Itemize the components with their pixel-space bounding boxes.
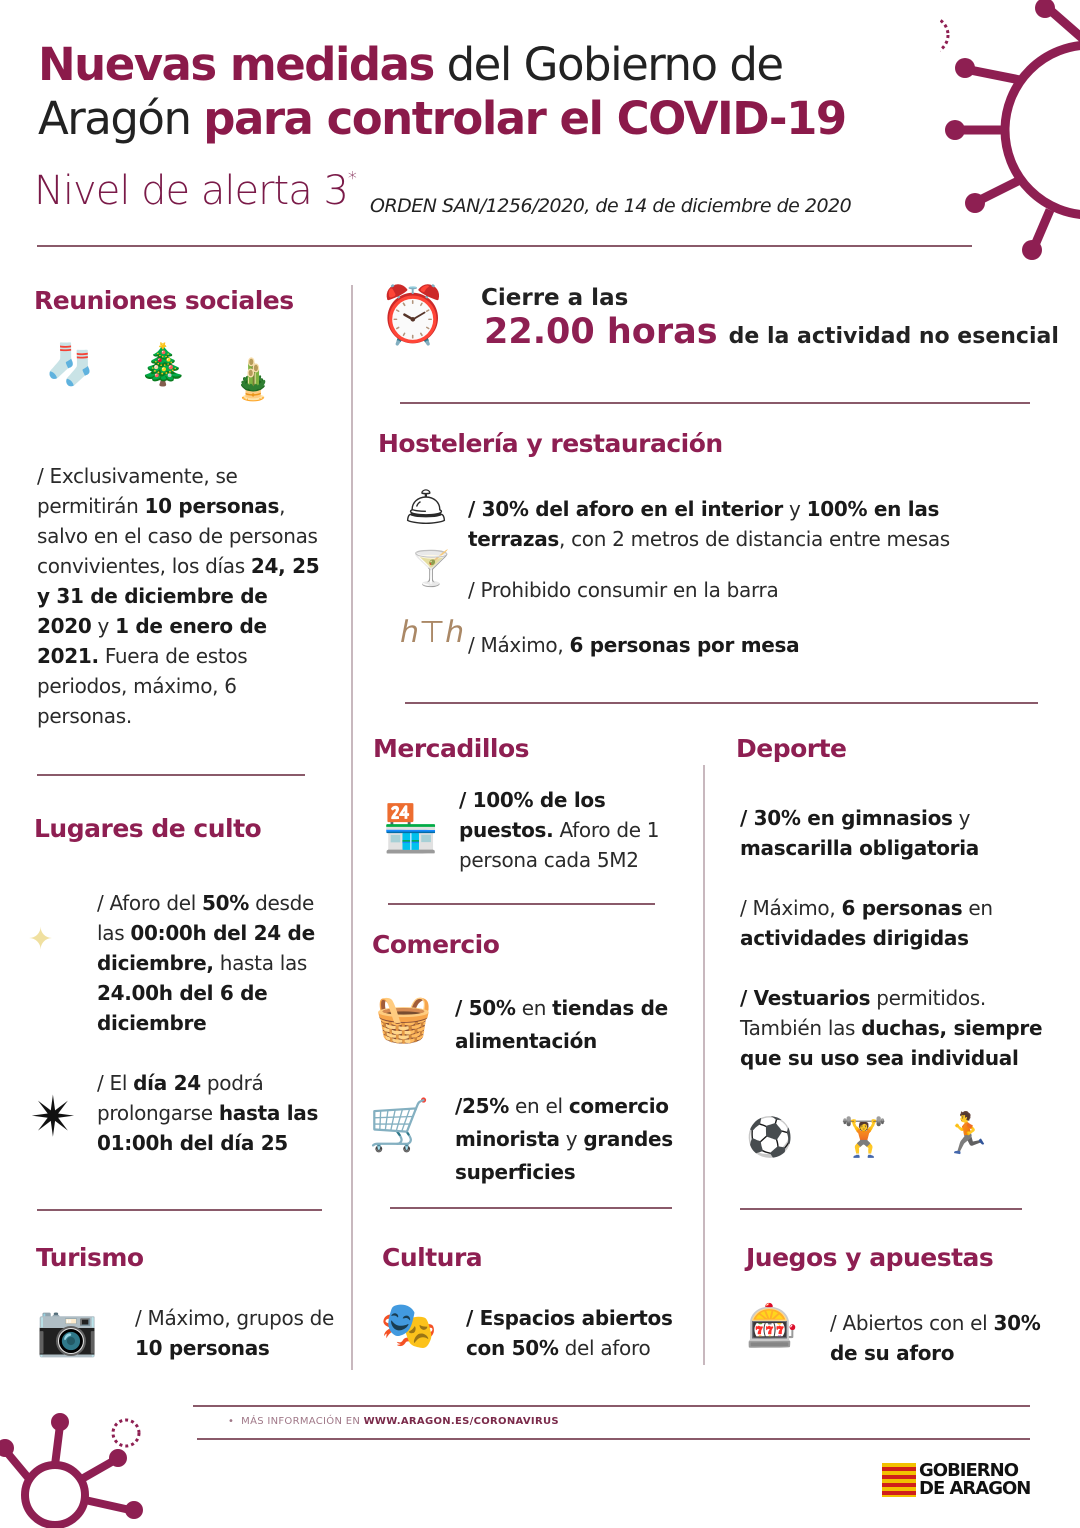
alarm-clock-icon: ⏰ bbox=[378, 283, 448, 348]
cierre-time-row bbox=[484, 312, 1059, 352]
mercadillos-text bbox=[459, 785, 684, 875]
comercio-text-2 bbox=[455, 1090, 700, 1189]
cloche-icon: 🛎 bbox=[403, 487, 449, 528]
divider bbox=[400, 402, 1030, 404]
mercadillos-heading: Mercadillos bbox=[373, 734, 530, 763]
text-segment: / Máximo, bbox=[468, 633, 570, 657]
more-info: • MÁS INFORMACIÓN EN WWW.ARAGON.ES/CORONAVIRUS bbox=[228, 1416, 559, 1427]
divider bbox=[37, 1209, 322, 1211]
text-bold: para controlar el COVID-19 bbox=[203, 92, 846, 145]
alert-level bbox=[34, 168, 356, 214]
divider bbox=[193, 1405, 1030, 1407]
text-bold: / Vestuarios bbox=[740, 986, 871, 1010]
text-bold: / 30% del aforo en el interior bbox=[468, 497, 783, 521]
table-chairs-icon: ℎ⊤ℎ bbox=[400, 615, 465, 650]
text-bold: / 100% de los puestos. bbox=[459, 788, 606, 842]
runner-icon: 🏃 bbox=[942, 1111, 992, 1157]
text-segment: en bbox=[515, 996, 553, 1020]
virus-decoration-icon bbox=[0, 1400, 160, 1528]
cierre-label: Cierre a las bbox=[481, 285, 629, 311]
text-segment: / Máximo, bbox=[740, 896, 842, 920]
soccer-ball-icon: ⚽ bbox=[746, 1115, 794, 1159]
text-segment: y bbox=[952, 806, 971, 830]
text-bold: tiendas de alimentación bbox=[455, 996, 668, 1053]
hosteleria-heading: Hostelería y restauración bbox=[378, 429, 723, 458]
divider bbox=[703, 765, 705, 1365]
text-bold: / 50% bbox=[455, 996, 516, 1020]
text-segment: / Aforo del bbox=[97, 891, 203, 915]
text-segment: Aforo de 1 persona cada 5M2 bbox=[459, 818, 660, 872]
text-bold: 30% de su aforo bbox=[830, 1311, 1041, 1365]
virus-decoration-icon bbox=[940, 0, 1080, 260]
turismo-text bbox=[135, 1303, 345, 1363]
divider bbox=[37, 774, 305, 776]
title-line-2 bbox=[38, 92, 846, 146]
casino-chips-icon: 🎰 bbox=[746, 1301, 799, 1350]
deporte-heading: Deporte bbox=[736, 734, 847, 763]
culto-text-2 bbox=[97, 1068, 337, 1158]
turismo-heading: Turismo bbox=[36, 1243, 144, 1272]
divider bbox=[405, 702, 1038, 704]
text-bold: 1 de enero de 2021. bbox=[37, 614, 267, 668]
text-bold: 6 personas por mesa bbox=[569, 633, 800, 657]
text-bold: mascarilla obligatoria bbox=[740, 836, 979, 860]
cultura-heading: Cultura bbox=[382, 1243, 483, 1272]
culto-text-1 bbox=[97, 888, 347, 1038]
text-segment: desde las bbox=[97, 891, 315, 945]
star-icon: ✴ bbox=[30, 1085, 77, 1150]
logo-line-2: DE ARAGON bbox=[919, 1478, 1031, 1499]
shopping-cart-icon: 🛒 bbox=[368, 1096, 431, 1154]
text-segment: y bbox=[91, 614, 116, 638]
divider bbox=[351, 285, 353, 1370]
text-segment: Fuera de estos periodos, máximo, 6 personas. bbox=[37, 644, 248, 728]
more-info-label: MÁS INFORMACIÓN EN bbox=[241, 1416, 364, 1427]
ornaments-icon: 🎍 bbox=[228, 357, 278, 403]
reuniones-text bbox=[37, 461, 327, 731]
text-segment: / Abiertos con el bbox=[830, 1311, 994, 1335]
text-bold: Nuevas medidas bbox=[38, 38, 434, 91]
theater-masks-icon: 🎭 bbox=[380, 1298, 438, 1352]
grocery-basket-icon: 🧺 bbox=[375, 991, 433, 1045]
cierre-suffix: de la actividad no esencial bbox=[728, 324, 1059, 349]
divider bbox=[37, 245, 972, 247]
stocking-icon: 🧦 bbox=[45, 342, 95, 388]
alert-level-text: Nivel de alerta 3 bbox=[34, 168, 348, 214]
weightlifter-icon: 🏋 bbox=[840, 1115, 888, 1159]
text-segment: / El bbox=[97, 1071, 134, 1095]
text-segment: del Gobierno de bbox=[433, 38, 783, 91]
culto-heading: Lugares de culto bbox=[34, 814, 262, 843]
hosteleria-item bbox=[468, 630, 1028, 660]
aragon-flag-icon bbox=[882, 1463, 916, 1497]
text-bold: /25% bbox=[455, 1094, 509, 1118]
juegos-heading: Juegos y apuestas bbox=[746, 1243, 994, 1272]
divider bbox=[740, 1208, 1022, 1210]
text-bold: 6 personas bbox=[841, 896, 963, 920]
comercio-heading: Comercio bbox=[372, 930, 500, 959]
cultura-text bbox=[466, 1303, 696, 1363]
text-bold: hasta las 01:00h del día 25 bbox=[97, 1101, 319, 1155]
text-bold: día 24 bbox=[133, 1071, 201, 1095]
text-segment: hasta las bbox=[213, 951, 308, 975]
text-bold: / 30% en gimnasios bbox=[740, 806, 953, 830]
text-bold: 24.00h del 6 de diciembre bbox=[97, 981, 268, 1035]
deporte-text-1 bbox=[740, 803, 1060, 863]
text-bold: actividades dirigidas bbox=[740, 926, 969, 950]
text-segment: podrá prolongarse bbox=[97, 1071, 264, 1125]
sparkle-icon: ✦ bbox=[28, 922, 54, 957]
hosteleria-item bbox=[468, 575, 1028, 605]
market-stall-icon: 🏪 bbox=[382, 801, 440, 855]
text-bold: 10 personas bbox=[135, 1336, 270, 1360]
text-bold: / Espacios abiertos con 50% bbox=[466, 1306, 673, 1360]
more-info-link[interactable]: WWW.ARAGON.ES/CORONAVIRUS bbox=[363, 1416, 559, 1427]
divider bbox=[390, 1207, 672, 1209]
text-segment: , con 2 metros de distancia entre mesas bbox=[559, 527, 950, 551]
gobierno-aragon-logo bbox=[882, 1462, 1030, 1498]
reuniones-heading: Reuniones sociales bbox=[34, 286, 294, 315]
text-segment: del aforo bbox=[558, 1336, 651, 1360]
text-segment: / Exclusivamente, se permitirán bbox=[37, 464, 238, 518]
text-segment: / Prohibido consumir en la barra bbox=[468, 578, 779, 602]
text-segment: Aragón bbox=[38, 92, 204, 145]
order-reference: ORDEN SAN/1256/2020, de 14 de diciembre de 2020 bbox=[370, 195, 852, 217]
divider bbox=[197, 1438, 1030, 1440]
text-segment: y bbox=[559, 1127, 584, 1151]
page-title bbox=[38, 38, 846, 146]
cierre-time: 22.00 horas bbox=[484, 312, 718, 352]
logo-line-1: GOBIERNO bbox=[919, 1460, 1019, 1481]
text-bold: 00:00h del 24 de diciembre, bbox=[97, 921, 315, 975]
text-segment: / Máximo, grupos de bbox=[135, 1306, 335, 1330]
text-bold: comercio minorista bbox=[455, 1094, 669, 1151]
text-bold: 50% bbox=[202, 891, 250, 915]
hosteleria-item bbox=[468, 494, 1038, 554]
text-segment: en bbox=[962, 896, 993, 920]
text-bold: 100% en las terrazas bbox=[468, 497, 940, 551]
deporte-text-2 bbox=[740, 893, 1060, 953]
deporte-text-3 bbox=[740, 983, 1060, 1073]
comercio-text-1 bbox=[455, 992, 695, 1058]
divider bbox=[388, 903, 655, 905]
cocktail-icon: 🍸 bbox=[410, 549, 453, 589]
alert-asterisk: * bbox=[347, 167, 356, 189]
camera-icon: 📷 bbox=[36, 1301, 99, 1359]
text-bold: duchas, siempre que su uso sea individual bbox=[740, 1016, 1043, 1070]
text-bold: 24, 25 y 31 de diciembre de 2020 bbox=[37, 554, 320, 638]
title-line-1 bbox=[38, 38, 846, 92]
christmas-tree-icon: 🎄 bbox=[138, 342, 188, 388]
text-bold: grandes superficies bbox=[455, 1127, 673, 1184]
text-segment: permitidos. También las bbox=[740, 986, 986, 1040]
text-segment: , salvo en el caso de personas convivientes, los días bbox=[37, 494, 318, 578]
text-bold: 10 personas bbox=[144, 494, 280, 518]
text-segment: y bbox=[783, 497, 807, 521]
text-segment: en el bbox=[508, 1094, 569, 1118]
juegos-text bbox=[830, 1308, 1050, 1368]
